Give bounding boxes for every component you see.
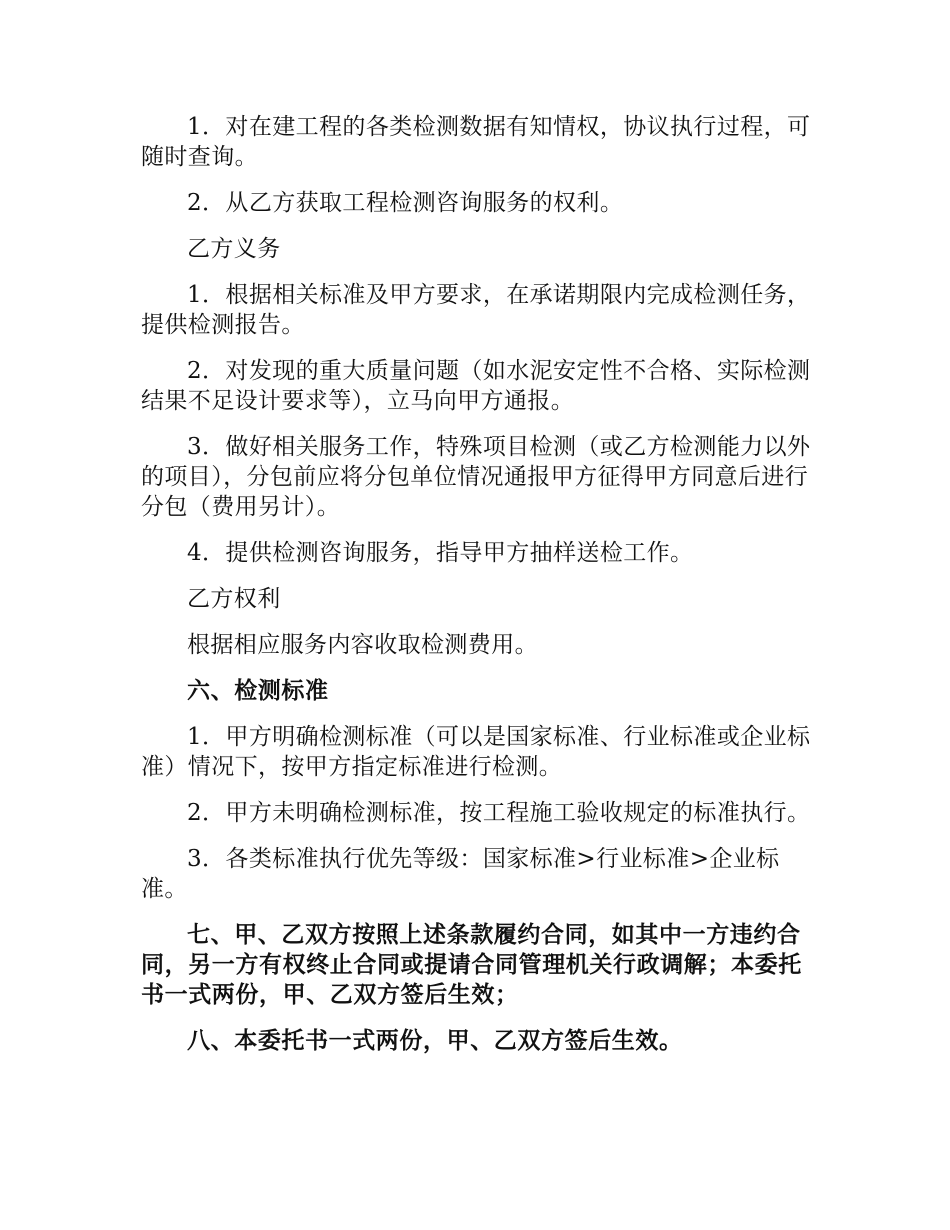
obligation-item-2: 2．对发现的重大质量问题（如水泥安定性不合格、实际检测结果不足设计要求等），立马向甲方通报。 [141, 358, 811, 414]
standard-item-3: 3．各类标准执行优先等级：国家标准>行业标准>企业标准。 [141, 846, 780, 902]
obligation-item-1: 1．根据相关标准及甲方要求，在承诺期限内完成检测任务，提供检测报告。 [141, 282, 811, 338]
obligation-item-4: 4．提供检测咨询服务，指导甲方抽样送检工作。 [187, 540, 694, 566]
party-b-rights-heading: 乙方权利 [187, 586, 281, 612]
document-page [141, 112, 813, 1072]
section-six-heading: 六、检测标准 [187, 678, 329, 704]
section-eight-clause: 八、本委托书一式两份，甲、乙双方签后生效。 [187, 1028, 683, 1054]
section-seven-clause: 七、甲、乙双方按照上述条款履约合同，如其中一方违约合同，另一方有权终止合同或提请合同管理机关行政调解；本委托书一式两份，甲、乙双方签后生效； [141, 922, 802, 1008]
standard-item-1: 1．甲方明确检测标准（可以是国家标准、行业标准或企业标准）情况下，按甲方指定标准进行检测。 [141, 724, 811, 780]
standard-item-2: 2．甲方未明确检测标准，按工程施工验收规定的标准执行。 [187, 800, 811, 826]
party-b-obligations-heading: 乙方义务 [187, 236, 281, 262]
obligation-item-3: 3．做好相关服务工作，特殊项目检测（或乙方检测能力以外的项目），分包前应将分包单位情况通报甲方征得甲方同意后进行分包（费用另计）。 [141, 434, 811, 520]
right-item-2: 2．从乙方获取工程检测咨询服务的权利。 [187, 190, 624, 216]
party-b-rights-text: 根据相应服务内容收取检测费用。 [187, 632, 538, 658]
right-item-1: 1．对在建工程的各类检测数据有知情权，协议执行过程，可随时查询。 [141, 114, 811, 170]
